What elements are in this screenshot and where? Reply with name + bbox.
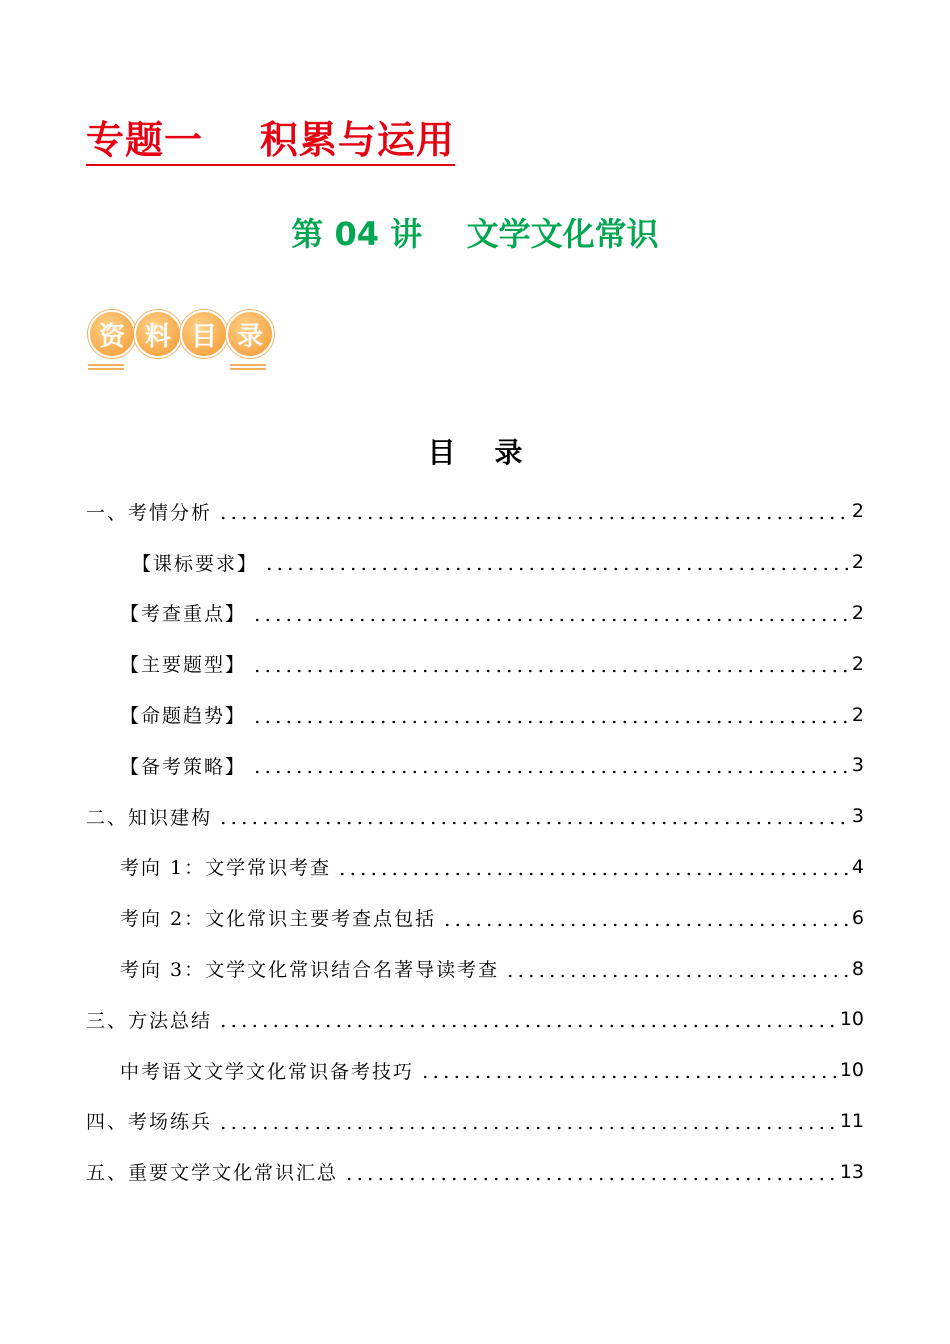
table-of-contents <box>86 486 864 1197</box>
toc-entry-page: 6 <box>851 906 864 929</box>
toc-entry-label: 考向 2：文化常识主要考查点包括 <box>120 904 438 931</box>
toc-entry-label: 三、方法总结 <box>86 1006 214 1033</box>
toc-entry-page: 2 <box>851 703 864 726</box>
toc-entry-page: 11 <box>839 1109 864 1132</box>
toc-entry-label: 中考语文文学文化常识备考技巧 <box>120 1057 416 1084</box>
toc-leader-dots <box>252 705 848 725</box>
toc-entry[interactable] <box>86 638 864 689</box>
toc-entry-page: 2 <box>851 551 864 574</box>
toc-entry-page: 2 <box>851 601 864 624</box>
toc-entry[interactable] <box>86 1096 864 1147</box>
toc-leader-dots <box>218 1009 836 1029</box>
toc-entry[interactable] <box>86 486 864 537</box>
toc-entry-page: 2 <box>851 652 864 675</box>
toc-entry-page: 2 <box>851 500 864 523</box>
toc-leader-dots <box>337 857 848 877</box>
toc-leader-dots <box>344 1162 836 1182</box>
toc-entry-label: 【命题趋势】 <box>120 701 248 728</box>
toc-entry-page: 3 <box>851 805 864 828</box>
toc-entry[interactable] <box>86 842 864 893</box>
toc-leader-dots <box>420 1060 836 1080</box>
toc-leader-dots <box>442 908 848 928</box>
toc-entry-label: 【主要题型】 <box>120 650 248 677</box>
toc-entry[interactable] <box>86 588 864 639</box>
lecture-title: 第 04 讲 文学文化常识 <box>291 215 659 253</box>
toc-entry-label: 四、考场练兵 <box>86 1107 214 1134</box>
badge-char-1: 资 <box>88 310 136 358</box>
materials-contents-badge <box>88 310 278 372</box>
toc-entry-page: 3 <box>851 754 864 777</box>
toc-leader-dots <box>252 603 848 623</box>
toc-entry-label: 一、考情分析 <box>86 498 214 525</box>
toc-entry-label: 考向 3：文学文化常识结合名著导读考查 <box>120 955 501 982</box>
toc-entry-label: 五、重要文学文化常识汇总 <box>86 1158 340 1185</box>
toc-entry[interactable] <box>86 791 864 842</box>
toc-entry-page: 13 <box>839 1160 864 1183</box>
toc-entry-label: 二、知识建构 <box>86 803 214 830</box>
toc-entry[interactable] <box>86 943 864 994</box>
toc-entry-page: 10 <box>839 1059 864 1082</box>
badge-char-3: 目 <box>180 310 228 358</box>
toc-entry[interactable] <box>86 1146 864 1197</box>
badge-char-4: 录 <box>226 310 274 358</box>
toc-entry-page: 10 <box>839 1008 864 1031</box>
toc-entry[interactable] <box>86 892 864 943</box>
toc-leader-dots <box>218 806 848 826</box>
toc-leader-dots <box>218 1111 836 1131</box>
toc-leader-dots <box>264 552 848 572</box>
toc-leader-dots <box>505 959 848 979</box>
toc-leader-dots <box>252 755 848 775</box>
toc-entry-page: 4 <box>851 855 864 878</box>
toc-entry-page: 8 <box>851 957 864 980</box>
toc-leader-dots <box>252 654 848 674</box>
toc-entry[interactable] <box>86 1045 864 1096</box>
topic-title: 专题一 积累与运用 <box>86 118 455 166</box>
toc-entry[interactable] <box>86 689 864 740</box>
toc-heading: 目 录 <box>427 436 523 469</box>
toc-entry-label: 考向 1：文学常识考查 <box>120 853 333 880</box>
toc-entry-label: 【考查重点】 <box>120 599 248 626</box>
toc-leader-dots <box>218 501 848 521</box>
badge-char-2: 料 <box>134 310 182 358</box>
badge-underline-decoration <box>88 362 274 372</box>
toc-entry[interactable] <box>86 537 864 588</box>
toc-entry-label: 【备考策略】 <box>120 752 248 779</box>
toc-entry[interactable] <box>86 994 864 1045</box>
toc-entry[interactable] <box>86 740 864 791</box>
toc-entry-label: 【课标要求】 <box>132 549 260 576</box>
